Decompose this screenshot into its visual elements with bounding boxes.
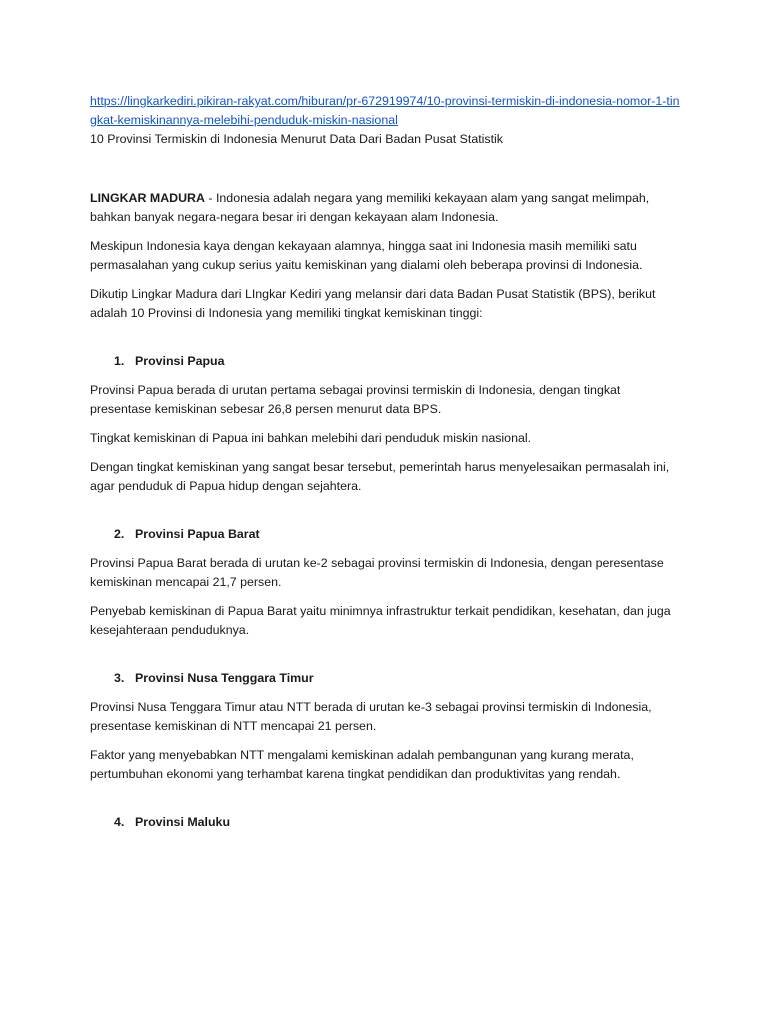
section-paragraph: Provinsi Nusa Tenggara Timur atau NTT berada di urutan ke-3 sebagai provinsi termiskin di Indonesia, presentase kemiskinan di NTT mencapai 21 persen. <box>90 700 652 733</box>
section-heading-text: Provinsi Nusa Tenggara Timur <box>135 671 314 685</box>
document-body <box>90 92 680 842</box>
intro-paragraph-1 <box>90 189 680 227</box>
section-paragraph: Faktor yang menyebabkan NTT mengalami kemiskinan adalah pembangunan yang kurang merata, pertumbuhan ekonomi yang terhambat karena tingkat pendidikan dan produktivitas yang rendah. <box>90 748 634 781</box>
section-heading-ntt <box>90 669 680 688</box>
intro-paragraph-3: Dikutip Lingkar Madura dari LIngkar Kediri yang melansir dari data Badan Pusat Statistik (BPS), berikut adalah 10 Provinsi di Indonesia yang memiliki tingkat kemiskinan tinggi: <box>90 287 656 320</box>
section-paragraph: Dengan tingkat kemiskinan yang sangat besar tersebut, pemerintah harus menyelesaikan permasalah ini, agar penduduk di Papua hidup dengan sejahtera. <box>90 460 670 493</box>
section-number: 2. <box>114 527 125 541</box>
document-title: 10 Provinsi Termiskin di Indonesia Menurut Data Dari Badan Pusat Statistik <box>90 132 503 146</box>
section-number: 4. <box>114 815 125 829</box>
section-heading-papua-barat <box>90 525 680 544</box>
intro-paragraph-2: Meskipun Indonesia kaya dengan kekayaan alamnya, hingga saat ini Indonesia masih memiliki satu permasalahan yang cukup serius yaitu kemiskinan yang dialami oleh beberapa provinsi di Indonesia. <box>90 239 643 272</box>
intro-lead-bold: LINGKAR MADURA <box>90 191 205 205</box>
section-heading-text: Provinsi Papua Barat <box>135 527 260 541</box>
intro-lead-text: - Indonesia adalah negara yang memiliki kekayaan alam yang sangat melimpah, bahkan banyak negara-negara besar iri dengan kekayaan alam Indonesia. <box>90 191 650 224</box>
section-heading-text: Provinsi Papua <box>135 354 225 368</box>
section-paragraph: Provinsi Papua Barat berada di urutan ke-2 sebagai provinsi termiskin di Indonesia, dengan peresentase kemiskinan mencapai 21,7 persen. <box>90 556 664 589</box>
section-number: 3. <box>114 671 125 685</box>
section-heading-maluku <box>90 813 680 832</box>
section-number: 1. <box>114 354 125 368</box>
source-link[interactable]: https://lingkarkediri.pikiran-rakyat.com/hiburan/pr-672919974/10-provinsi-termiskin-di-indonesia-nomor-1-tingkat-kemiskinannya-melebihi-penduduk-miskin-nasional <box>90 94 680 127</box>
section-heading-papua <box>90 352 680 371</box>
section-paragraph: Penyebab kemiskinan di Papua Barat yaitu minimnya infrastruktur terkait pendidikan, kesehatan, dan juga kesejahteraan penduduknya. <box>90 604 671 637</box>
section-paragraph: Provinsi Papua berada di urutan pertama sebagai provinsi termiskin di Indonesia, dengan tingkat presentase kemiskinan sebesar 26,8 persen menurut data BPS. <box>90 383 621 416</box>
section-paragraph: Tingkat kemiskinan di Papua ini bahkan melebihi dari penduduk miskin nasional. <box>90 431 532 445</box>
section-heading-text: Provinsi Maluku <box>135 815 231 829</box>
